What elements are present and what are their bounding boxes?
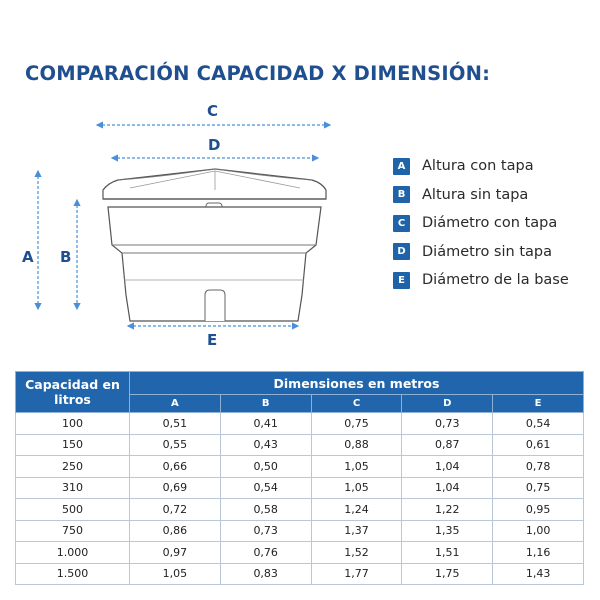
- table-row: [16, 413, 584, 435]
- value-cell-c: 0,75: [311, 413, 402, 435]
- value-cell-b: 0,76: [220, 542, 311, 564]
- value-cell-b: 0,41: [220, 413, 311, 435]
- table-row: [16, 520, 584, 542]
- value-cell-c: 1,52: [311, 542, 402, 564]
- value-cell-d: 1,04: [402, 477, 493, 499]
- tank-illustration: [0, 95, 380, 365]
- dimension-label-a: A: [22, 248, 34, 266]
- table-row: [16, 499, 584, 521]
- table-row: [16, 456, 584, 478]
- capacity-cell: 1.500: [16, 563, 130, 585]
- capacity-cell: 500: [16, 499, 130, 521]
- table-row: [16, 542, 584, 564]
- value-cell-b: 0,73: [220, 520, 311, 542]
- capacity-header: Capacidad en litros: [16, 372, 130, 413]
- capacity-cell: 1.000: [16, 542, 130, 564]
- table-row: [16, 477, 584, 499]
- legend-label-e: Diámetro de la base: [422, 272, 569, 288]
- value-cell-a: 1,05: [130, 563, 221, 585]
- capacity-cell: 250: [16, 456, 130, 478]
- capacity-cell: 100: [16, 413, 130, 435]
- value-cell-c: 1,05: [311, 456, 402, 478]
- value-cell-a: 0,86: [130, 520, 221, 542]
- value-cell-a: 0,66: [130, 456, 221, 478]
- value-cell-d: 1,51: [402, 542, 493, 564]
- value-cell-e: 0,95: [493, 499, 584, 521]
- dimension-label-b: B: [60, 248, 72, 266]
- table-row: [16, 563, 584, 585]
- column-header-e: E: [493, 395, 584, 413]
- value-cell-a: 0,69: [130, 477, 221, 499]
- dimension-label-d: D: [208, 136, 221, 154]
- value-cell-c: 0,88: [311, 434, 402, 456]
- value-cell-d: 1,04: [402, 456, 493, 478]
- value-cell-a: 0,55: [130, 434, 221, 456]
- legend-item-a: [393, 156, 569, 176]
- tank-lid: [103, 169, 326, 199]
- dimension-legend: [393, 156, 569, 299]
- value-cell-e: 1,43: [493, 563, 584, 585]
- value-cell-d: 1,75: [402, 563, 493, 585]
- legend-badge-a: A: [393, 158, 410, 175]
- legend-badge-e: E: [393, 272, 410, 289]
- value-cell-e: 1,00: [493, 520, 584, 542]
- value-cell-a: 0,97: [130, 542, 221, 564]
- value-cell-c: 1,77: [311, 563, 402, 585]
- value-cell-b: 0,54: [220, 477, 311, 499]
- legend-item-b: [393, 185, 569, 205]
- value-cell-d: 1,35: [402, 520, 493, 542]
- value-cell-e: 0,54: [493, 413, 584, 435]
- legend-label-c: Diámetro con tapa: [422, 215, 558, 231]
- legend-label-d: Diámetro sin tapa: [422, 243, 552, 260]
- tank-diagram: [0, 95, 380, 365]
- value-cell-e: 1,16: [493, 542, 584, 564]
- legend-item-d: [393, 242, 569, 262]
- capacity-cell: 310: [16, 477, 130, 499]
- dimension-label-c: C: [207, 102, 219, 120]
- table-row: [16, 434, 584, 456]
- value-cell-e: 0,78: [493, 456, 584, 478]
- legend-item-e: [393, 270, 569, 290]
- column-header-d: D: [402, 395, 493, 413]
- column-header-a: A: [130, 395, 221, 413]
- value-cell-c: 1,05: [311, 477, 402, 499]
- value-cell-b: 0,50: [220, 456, 311, 478]
- value-cell-e: 0,75: [493, 477, 584, 499]
- dimension-label-e: E: [207, 331, 218, 349]
- legend-badge-d: D: [393, 243, 410, 260]
- legend-label-a: Altura con tapa: [422, 158, 534, 174]
- capacity-cell: 150: [16, 434, 130, 456]
- value-cell-b: 0,58: [220, 499, 311, 521]
- legend-item-c: [393, 213, 569, 233]
- value-cell-b: 0,43: [220, 434, 311, 456]
- value-cell-e: 0,61: [493, 434, 584, 456]
- legend-badge-b: B: [393, 186, 410, 203]
- page-title: COMPARACIÓN CAPACIDAD X DIMENSIÓN:: [25, 62, 491, 85]
- legend-label-b: Altura sin tapa: [422, 186, 529, 203]
- value-cell-a: 0,72: [130, 499, 221, 521]
- value-cell-d: 0,87: [402, 434, 493, 456]
- dimensions-group-header: Dimensiones en metros: [130, 372, 584, 395]
- table-body: [16, 413, 584, 585]
- capacity-cell: 750: [16, 520, 130, 542]
- value-cell-c: 1,37: [311, 520, 402, 542]
- value-cell-a: 0,51: [130, 413, 221, 435]
- column-header-b: B: [220, 395, 311, 413]
- dimensions-table: [15, 371, 584, 585]
- value-cell-b: 0,83: [220, 563, 311, 585]
- value-cell-d: 0,73: [402, 413, 493, 435]
- value-cell-c: 1,24: [311, 499, 402, 521]
- legend-badge-c: C: [393, 215, 410, 232]
- value-cell-d: 1,22: [402, 499, 493, 521]
- column-header-c: C: [311, 395, 402, 413]
